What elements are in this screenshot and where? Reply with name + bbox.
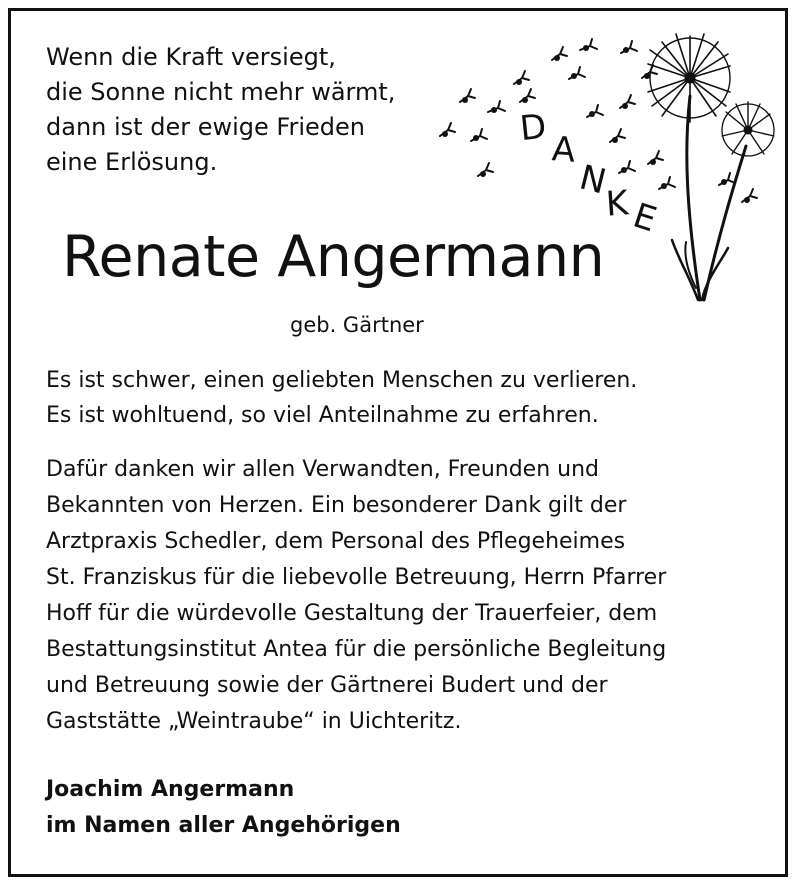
text-line: Bekannten von Herzen. Ein besonderer Dank gilt der: [46, 493, 627, 518]
text-line: und Betreuung sowie der Gärtnerei Budert und der: [46, 673, 608, 698]
deceased-name: Renate Angermann: [62, 224, 605, 290]
poem-line: dann ist der ewige Frieden: [46, 113, 365, 141]
maiden-name: geb. Gärtner: [290, 313, 424, 337]
text-line: Dafür danken wir allen Verwandten, Freunden und: [46, 457, 600, 482]
poem-line: die Sonne nicht mehr wärmt,: [46, 78, 396, 106]
signature-line: im Namen aller Angehörigen: [46, 813, 401, 838]
text-line: St. Franziskus für die liebevolle Betreuung, Herrn Pfarrer: [46, 565, 667, 590]
danke-letter: E: [628, 195, 662, 241]
signature: [46, 772, 401, 844]
poem-line: eine Erlösung.: [46, 148, 218, 176]
signature-line: Joachim Angermann: [46, 777, 295, 802]
danke-letter: A: [550, 129, 577, 171]
text-line: Es ist wohltuend, so viel Anteilnahme zu erfahren.: [46, 403, 599, 428]
text-line: Arztpraxis Schedler, dem Personal des Pflegeheimes: [46, 529, 626, 554]
text-line: Gaststätte „Weintraube“ in Uichteritz.: [46, 709, 462, 734]
text-line: Es ist schwer, einen geliebten Menschen zu verlieren.: [46, 368, 638, 393]
intro-paragraph: [46, 363, 637, 433]
danke-letter: N: [575, 157, 610, 203]
text-line: Bestattungsinstitut Antea für die persönliche Begleitung: [46, 637, 667, 662]
text-line: Hoff für die würdevolle Gestaltung der Trauerfeier, dem: [46, 601, 658, 626]
poem-line: Wenn die Kraft versiegt,: [46, 43, 336, 71]
thanks-paragraph: [46, 452, 666, 740]
danke-letter: K: [604, 183, 630, 225]
danke-letter: D: [517, 106, 549, 150]
poem: [46, 40, 395, 180]
